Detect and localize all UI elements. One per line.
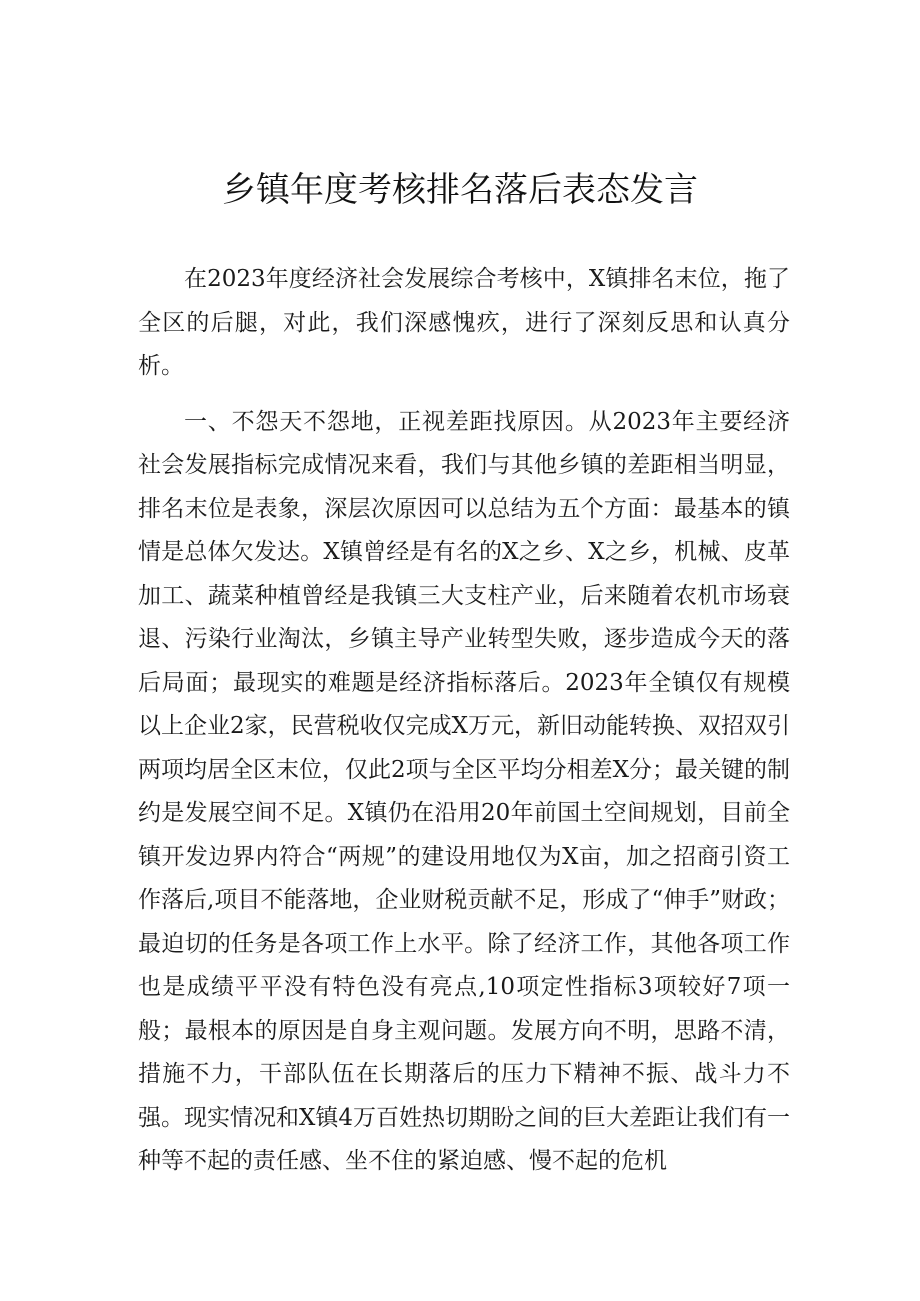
- document-title: 乡镇年度考核排名落后表态发言: [222, 170, 698, 210]
- document-body: [138, 258, 790, 1196]
- paragraph-section-one: 一、不怨天不怨地，正视差距找原因。从2023年主要经济社会发展指标完成情况来看，我们与其他乡镇的差距相当明显，排名末位是表象，深层次原因可以总结为五个方面：最基本的镇情是总体欠发达。X镇曾经是有名的X之乡、X之乡，机械、皮革加工、蔬菜种植曾经是我镇三大支柱产业，后来随着农机市场衰退、污染行业淘汰，乡镇主导产业转型失败，逐步造成今天的落后局面；最现实的难题是经济指标落后。2023年全镇仅有规模以上企业2家，民营税收仅完成X万元，新旧动能转换、双招双引两项均居全区末位，仅此2项与全区平均分相差X分；最关键的制约是发展空间不足。X镇仍在沿用20年前国土空间规划，目前全镇开发边界内符合“两规”的建设用地仅为X亩，加之招商引资工作落后,项目不能落地，企业财税贡献不足，形成了“伸手”财政；最迫切的任务是各项工作上水平。除了经济工作，其他各项工作也是成绩平平没有特色没有亮点,10项定性指标3项较好7项一般；最根本的原因是自身主观问题。发展方向不明，思路不清，措施不力，干部队伍在长期落后的压力下精神不振、战斗力不强。现实情况和X镇4万百姓热切期盼之间的巨大差距让我们有一种等不起的责任感、坐不住的紧迫感、慢不起的危机: [138, 408, 791, 1174]
- paragraph-intro: 在2023年度经济社会发展综合考核中，X镇排名末位，拖了全区的后腿，对此，我们深感愧疚，进行了深刻反思和认真分析。: [138, 266, 790, 379]
